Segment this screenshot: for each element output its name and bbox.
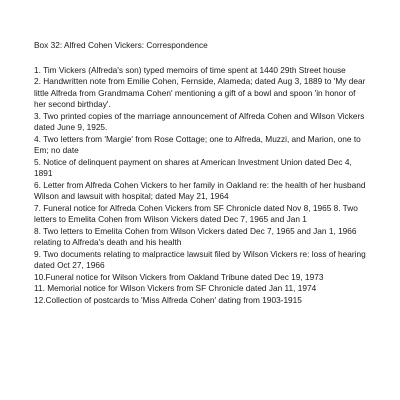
list-item: 11. Memorial notice for Wilson Vickers from SF Chronicle dated Jan 11, 1974	[34, 283, 317, 293]
list-item: 7. Funeral notice for Alfreda Cohen Vickers from SF Chronicle dated Nov 8, 1965 8. Two letters to Emelita Cohen from Wilson Vickers dated Dec 7, 1965 and Jan 1	[34, 202, 358, 224]
list-item: 4. Two letters from 'Margie' from Rose Cottage; one to Alfreda, Muzzi, and Marion, one to Em; no date	[34, 133, 361, 155]
list-item: 12.Collection of postcards to 'Miss Alfreda Cohen' dating from 1903-1915	[34, 294, 302, 305]
list-item: 3. Two printed copies of the marriage announcement of Alfreda Cohen and Wilson Vickers dated June 9, 1925.	[34, 110, 365, 132]
list-item: 9. Two documents relating to malpractice lawsuit filed by Wilson Vickers re: loss of hearing dated Oct 27, 1966	[34, 248, 366, 270]
list-item: 8. Two letters to Emelita Cohen from Wilson Vickers dated Dec 7, 1965 and Jan 1, 1966 relating to Alfreda's death and his health	[34, 225, 357, 247]
list-item: 10.Funeral notice for Wilson Vickers from Oakland Tribune dated Dec 19, 1973	[34, 271, 324, 282]
list-item: 6. Letter from Alfreda Cohen Vickers to her family in Oakland re: the health of her husband Wilson and lawsuit with hospital; dated May 21, 1964	[34, 179, 366, 201]
document-page	[34, 40, 366, 306]
document-title: Box 32: Alfred Cohen Vickers: Correspondence	[34, 40, 208, 50]
list-item: 2. Handwritten note from Emilie Cohen, Fernside, Alameda; dated Aug 3, 1889 to 'My dear little Alfreda from Grandmama Cohen' mentioning a gift of a bowl and spoon 'in honor of her second birthday'.	[34, 76, 366, 109]
list-item: 1. Tim Vickers (Alfreda's son) typed memoirs of time spent at 1440 29th Street house	[34, 64, 346, 75]
correspondence-list	[34, 65, 366, 307]
list-item: 5. Notice of delinquent payment on shares at American Investment Union dated Dec 4, 1891	[34, 156, 352, 178]
